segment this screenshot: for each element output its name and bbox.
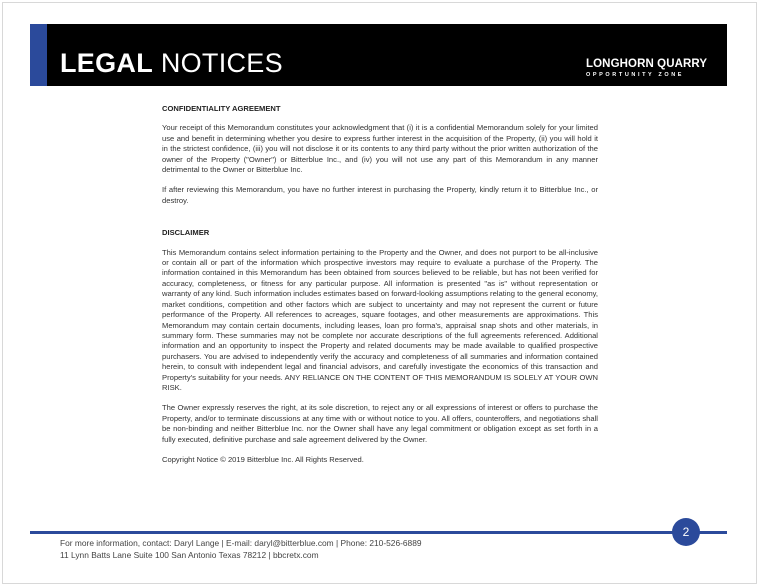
document-body	[162, 104, 598, 475]
copyright-notice: Copyright Notice © 2019 Bitterblue Inc. All Rights Reserved.	[162, 454, 364, 464]
page-title-bold: LEGAL	[60, 48, 153, 78]
disclaimer-paragraph: The Owner expressly reserves the right, at its sole discretion, to reject any or all expressions of interest or offers to purchase the Property, and/or to terminate discussions at any time with or without notice to you. All offers, counteroffers, and negotiations shall be non-binding and neither Bitterblue Inc. nor the Owner shall have any legal commitment or obligation except as set forth in a fully executed, definitive purchase and sale agreement delivered by the Owner.	[162, 403, 598, 444]
confidentiality-heading: CONFIDENTIALITY AGREEMENT	[162, 104, 281, 113]
brand-name: LONGHORN QUARRY	[586, 58, 708, 70]
footer-contact	[60, 538, 422, 561]
footer-address-line: 11 Lynn Batts Lane Suite 100 San Antonio Texas 78212 | bbcretx.com	[60, 549, 319, 560]
page-title	[60, 48, 283, 78]
page-number-badge: 2	[672, 518, 700, 546]
brand-subtitle: OPPORTUNITY ZONE	[586, 72, 685, 78]
page-title-light: NOTICES	[160, 48, 283, 78]
page-header	[30, 24, 727, 86]
confidentiality-paragraph: If after reviewing this Memorandum, you have no further interest in purchasing the Property, kindly return it to Bitterblue Inc., or destroy.	[162, 185, 598, 205]
footer-contact-line: For more information, contact: Daryl Lange | E-mail: daryl@bitterblue.com | Phone: 210-526-6889	[60, 538, 422, 548]
disclaimer-paragraph: This Memorandum contains select information pertaining to the Property and the Owner, and does not purport to be all-inclusive or contain all or part of the information which prospective investors may require to evaluate a purchase of the Property. The information contained in this Memorandum has been obtained from sources believed to be reliable, but has not been verified for accuracy, completeness, or fitness for any particular purpose. All information is presented "as is" without representation or warranty of any kind. Such information includes estimates based on forward-looking assumptions relating to the general economy, market conditions, competition and other factors which are subject to uncertainty and may not represent the current or future performance of the Property. All references to acreages, square footages, and other measurements are approximations. This Memorandum may contain certain documents, including leases, loan pro forma's, appraisal snap shots and other materials, in summary form. These summaries may not be complete nor accurate descriptions of the full agreements referenced. Additional information and an opportunity to inspect the Property and related documents may be made available to qualified prospective purchasers. You are advised to independently verify the accuracy and completeness of all summaries and information contained herein, to consult with independent legal and financial advisors, and carefully investigate the economics of this transaction and Property's suitability for your needs. ANY RELIANCE ON THE CONTENT OF THIS MEMORANDUM IS SOLELY AT YOUR OWN RISK.	[162, 247, 598, 392]
brand-logo	[586, 58, 716, 79]
header-accent-bar	[30, 24, 47, 86]
confidentiality-paragraph: Your receipt of this Memorandum constitutes your acknowledgment that (i) it is a confidential Memorandum solely for your limited use and benefit in determining whether you desire to express further interest in the acquisition of the Property, (ii) you will hold it in the strictest confidence, (iii) you will not disclose it or its contents to any third party without the prior written authorization of the owner of the Property ("Owner") or Bitterblue Inc., and (iv) you will not use any part of this Memorandum in any manner detrimental to the Owner or Bitterblue Inc.	[162, 123, 598, 175]
disclaimer-heading: DISCLAIMER	[162, 228, 210, 238]
footer-divider	[30, 531, 727, 534]
